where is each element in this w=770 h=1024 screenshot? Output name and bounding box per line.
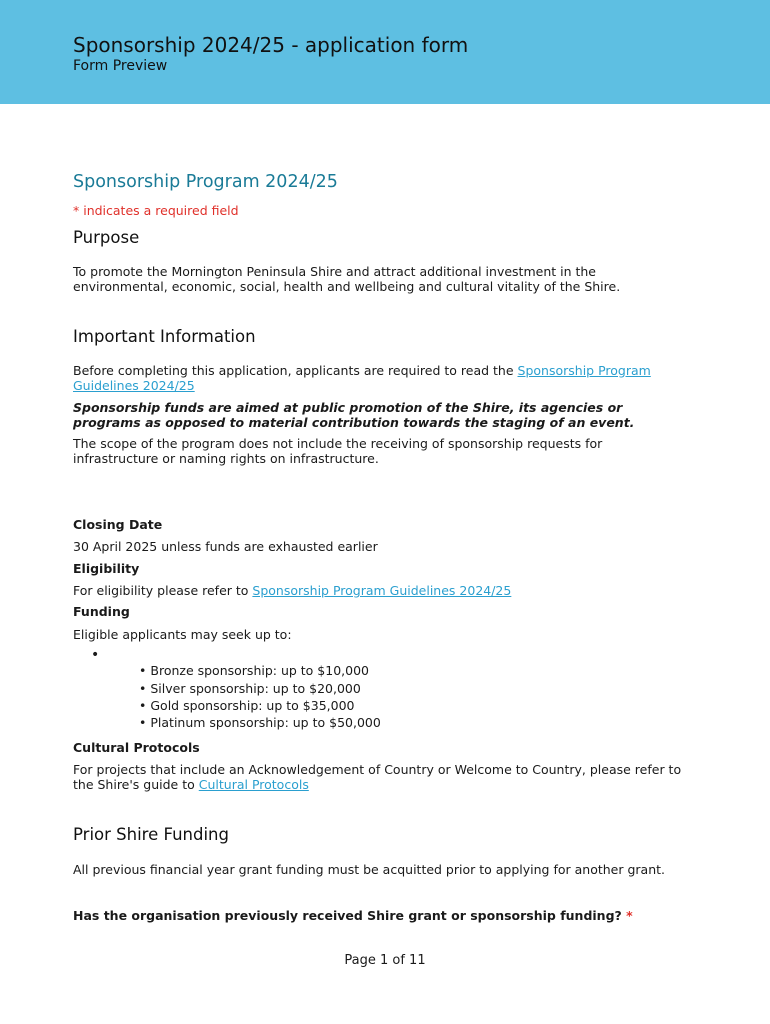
cultural-protocols-link[interactable]: Cultural Protocols <box>198 777 309 792</box>
program-title: Sponsorship Program 2024/25 <box>73 172 338 192</box>
prior-funding-question <box>73 908 683 923</box>
funding-tier-gold: • Gold sponsorship: up to $35,000 <box>139 698 354 713</box>
page-number: Page 1 of 11 <box>344 953 426 968</box>
funding-tier-platinum: • Platinum sponsorship: up to $50,000 <box>139 715 381 730</box>
funding-intro: Eligible applicants may seek up to: <box>73 627 292 642</box>
required-field-note: * indicates a required field <box>73 203 239 218</box>
prior-funding-heading: Prior Shire Funding <box>73 825 229 844</box>
important-info-intro-text: Before completing this application, applicants are required to read the <box>73 363 518 378</box>
eligibility-text <box>73 583 683 598</box>
form-subtitle: Form Preview <box>73 58 168 74</box>
closing-date-label: Closing Date <box>73 517 163 532</box>
funding-label: Funding <box>73 604 130 619</box>
guidelines-link[interactable]: Sponsorship Program Guidelines 2024/25 <box>73 363 651 393</box>
sponsorship-emphasis: Sponsorship funds are aimed at public promotion of the Shire, its agencies or programs as opposed to material contribution towards the staging of an event. <box>73 400 635 430</box>
prior-funding-text: All previous financial year grant funding must be acquitted prior to applying for another grant. <box>73 862 666 877</box>
purpose-heading: Purpose <box>73 228 140 247</box>
funding-tier-bronze: • Bronze sponsorship: up to $10,000 <box>139 663 369 678</box>
funding-list <box>73 648 683 738</box>
eligibility-text-prefix: For eligibility please refer to <box>73 583 253 598</box>
prior-funding-question-text: Has the organisation previously received Shire grant or sponsorship funding? <box>73 908 622 923</box>
required-asterisk: * <box>626 908 633 923</box>
header-banner <box>0 0 770 104</box>
important-info-heading: Important Information <box>73 327 256 346</box>
important-info-intro <box>73 363 683 393</box>
purpose-text: To promote the Mornington Peninsula Shire and attract additional investment in the environmental, economic, social, health and wellbeing and cultural vitality of the Shire. <box>73 264 621 294</box>
form-title: Sponsorship 2024/25 - application form <box>73 33 469 57</box>
cultural-protocols-label: Cultural Protocols <box>73 740 200 755</box>
program-scope: The scope of the program does not include the receiving of sponsorship requests for infrastructure or naming rights on infrastructure. <box>73 436 603 466</box>
cultural-protocols-prefix: For projects that include an Acknowledgement of Country or Welcome to Country, please refer to the Shire's guide to <box>73 762 682 792</box>
cultural-protocols-text <box>73 762 683 792</box>
closing-date-value: 30 April 2025 unless funds are exhausted earlier <box>73 539 378 554</box>
outer-bullet: • <box>91 647 100 663</box>
eligibility-guidelines-link[interactable]: Sponsorship Program Guidelines 2024/25 <box>252 583 512 598</box>
funding-tier-silver: • Silver sponsorship: up to $20,000 <box>139 681 361 696</box>
eligibility-label: Eligibility <box>73 561 140 576</box>
